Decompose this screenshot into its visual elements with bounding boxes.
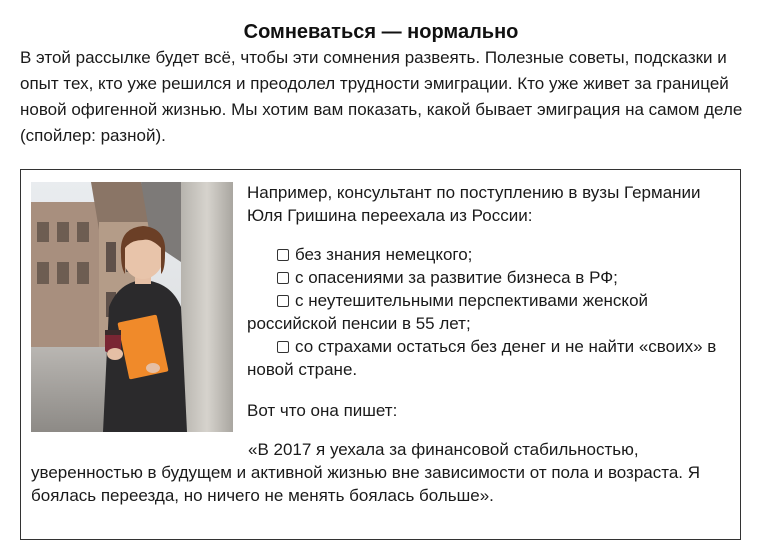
checkbox-icon xyxy=(277,249,289,261)
story-lead: Например, консультант по поступлению в вузы Германии Юля Гришина переехала из России: xyxy=(247,183,701,225)
says-label: Вот что она пишет: xyxy=(247,401,398,420)
intro-paragraph: В этой рассылке будет всё, чтобы эти сомнения развеять. Полезные советы, подсказки и опыт тех, кто уже решился и преодолел трудности эмиграции. Кто уже живет за границей новой офигенной жизнью. Мы хотим вам показать, какой бывает эмиграция на самом деле (спойлер: разной). xyxy=(20,48,743,145)
page-heading: Сомневаться — нормально xyxy=(243,20,519,43)
list-item: без знания немецкого; xyxy=(31,243,730,266)
story-card xyxy=(20,169,741,540)
list-item: с неутешительными перспективами женской российской пенсии в 55 лет; xyxy=(247,291,649,333)
checkbox-icon xyxy=(277,341,289,353)
checkbox-icon xyxy=(277,272,289,284)
portrait-photo xyxy=(31,182,233,432)
checkbox-icon xyxy=(277,295,289,307)
quote-text: «В 2017 я уехала за финансовой стабильностью, уверенностью в будущем и активной жизнью вне зависимости от пола и возраста. Я боялась переезда, но ничего не менять боялась больше». xyxy=(31,440,701,505)
list-item: с опасениями за развитие бизнеса в РФ; xyxy=(31,266,730,289)
list-item: со страхами остаться без денег и не найти «своих» в новой стране. xyxy=(247,337,717,379)
